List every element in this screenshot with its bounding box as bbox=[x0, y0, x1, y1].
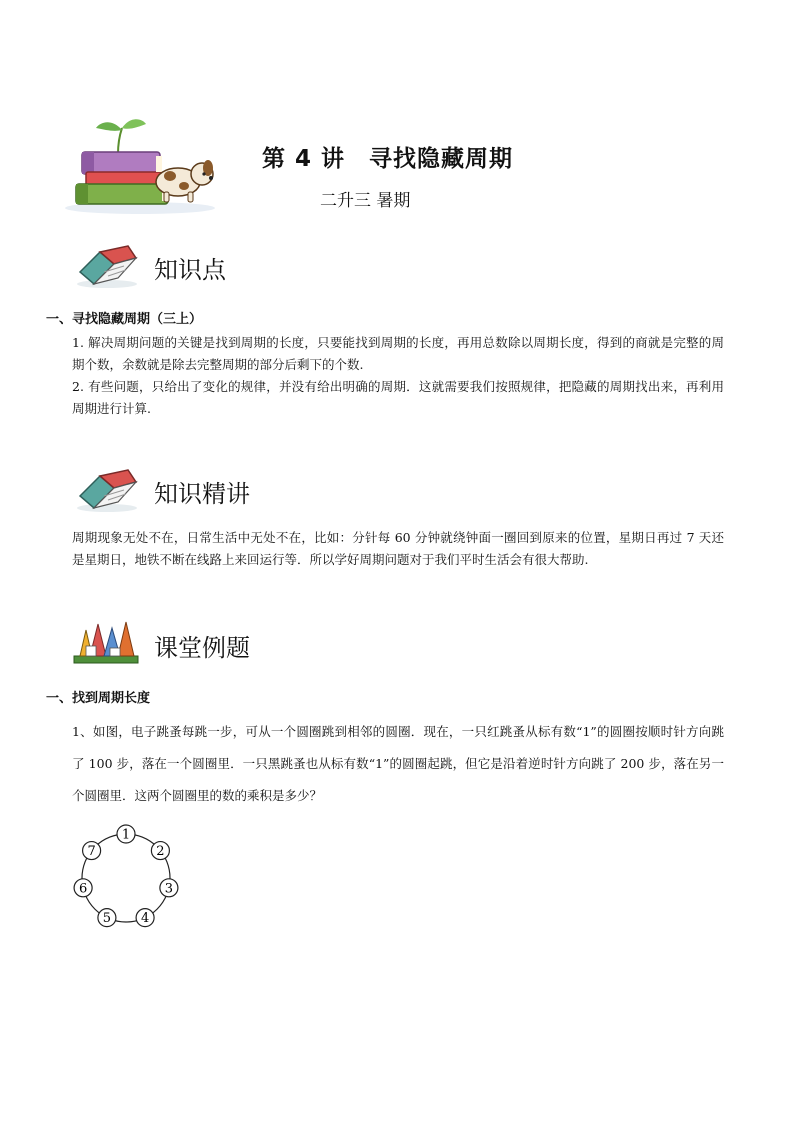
section-title-knowledge: 知识点 bbox=[154, 256, 226, 284]
circle-node-5 bbox=[98, 909, 116, 927]
lesson-title: 第 4 讲 寻找隐藏周期 bbox=[262, 146, 514, 172]
circle-node-label: 3 bbox=[164, 881, 174, 897]
circle-node-label: 4 bbox=[140, 911, 150, 927]
circle-node-6 bbox=[74, 879, 92, 897]
circle-node-label: 6 bbox=[78, 881, 88, 897]
circle-node-2 bbox=[151, 842, 169, 860]
circle-node-4 bbox=[136, 909, 154, 927]
knowledge-item-1: 1. 解决周期问题的关键是找到周期的长度，只要能找到周期的长度，再用总数除以周期长度，得到的商就是完整的周期个数，余数就是除去完整周期的部分后剩下的个数. bbox=[72, 335, 724, 372]
circle-node-label: 5 bbox=[102, 911, 112, 927]
section-title-examples: 课堂例题 bbox=[154, 634, 250, 662]
pencils-icon bbox=[72, 618, 140, 666]
open-book-icon bbox=[74, 242, 140, 290]
circle-node-7 bbox=[83, 842, 101, 860]
circle-node-label: 1 bbox=[121, 827, 131, 843]
section-title-explanation: 知识精讲 bbox=[154, 480, 250, 508]
example-problem-1: 1、如图，电子跳蚤每跳一步，可从一个圆圈跳到相邻的圆圈．现在，一只红跳蚤从标有数“1”的圆圈按顺时针方向跳了 100 步，落在一个圆圈里．一只黑跳蚤也从标有数“1”的圆圈起跳，但它是沿着逆时针方向跳了 200 步，落在另一个圆圈里．这两个圆圈里的数的乘积是多少？ bbox=[72, 724, 724, 803]
knowledge-item-2: 2. 有些问题，只给出了变化的规律，并没有给出明确的周期．这就需要我们按照规律，把隐藏的周期找出来，再利用周期进行计算. bbox=[72, 379, 724, 416]
circle-node-label: 2 bbox=[156, 844, 165, 860]
explanation-text: 周期现象无处不在，日常生活中无处不在，比如：分针每 60 分钟就绕钟面一圈回到原来的位置，星期日再过 7 天还是星期日，地铁不断在线路上来回运行等．所以学好周期问题对于我们平时生活会有很大帮助. bbox=[72, 530, 724, 567]
knowledge-sub-heading: 一、寻找隐藏周期（三上） bbox=[46, 312, 203, 327]
circle-diagram bbox=[70, 820, 186, 932]
circle-node-label: 7 bbox=[87, 844, 96, 860]
books-with-sprout-dog-illustration bbox=[60, 116, 220, 216]
circle-node-1 bbox=[117, 825, 135, 843]
examples-sub-heading: 一、找到周期长度 bbox=[46, 691, 151, 706]
circle-node-3 bbox=[160, 879, 178, 897]
lesson-subtitle: 二升三 暑期 bbox=[320, 191, 411, 211]
open-book-icon bbox=[74, 466, 140, 514]
